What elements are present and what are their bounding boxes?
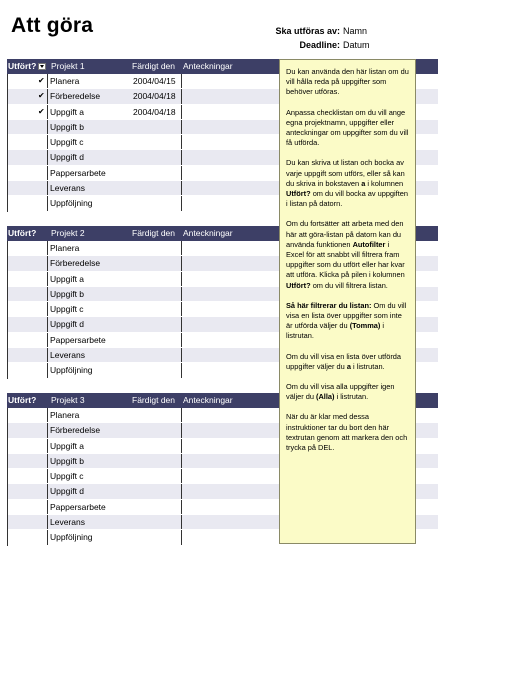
note-paragraph-5: Så här filtrerar du listan: Om du vill visa en lista över uppgifter som inte är utförda väljer du (Tomma) i listrutan. [286,300,407,341]
done-cell[interactable] [7,454,48,468]
task-name[interactable]: Uppgift a [50,273,85,284]
note-paragraph-4: Om du fortsätter att arbeta med den här att göra-listan på datorn kan du använda funktionen Autofilter i Excel för att snabbt vill filtrera fram uppgifter som du utfört eller har kvar att utföra. Klicka på pilen i kolumnen Utfört? om du vill filtrera listan. [286,219,405,290]
project-name[interactable]: Projekt 3 [51,395,85,405]
column-divider [181,363,182,377]
done-cell[interactable] [7,272,48,286]
task-name[interactable]: Uppgift b [50,121,85,132]
column-divider [181,500,182,514]
completed-date[interactable]: 2004/04/18 [133,106,176,117]
task-name[interactable]: Planera [50,410,80,420]
assignee-label: Ska utföras av: [275,26,340,36]
column-header-done: Utfört? [8,228,37,238]
task-name[interactable]: Uppgift a [50,440,85,451]
task-name[interactable]: Pappersarbete [50,501,106,512]
assignee-value[interactable]: Namn [343,26,368,36]
column-header-notes: Anteckningar [183,395,233,405]
task-name[interactable]: Förberedelse [50,425,101,436]
done-cell[interactable] [7,181,48,195]
task-name[interactable]: Uppföljning [50,198,93,209]
completed-date[interactable]: 2004/04/15 [133,76,176,86]
task-name[interactable]: Planera [50,243,80,253]
column-divider [181,317,182,331]
column-divider [181,256,182,270]
task-name[interactable]: Uppgift c [50,137,84,148]
column-divider [181,166,182,180]
column-header-date: Färdigt den [132,395,175,405]
done-cell[interactable] [7,500,48,514]
done-cell[interactable] [7,135,48,149]
task-name[interactable]: Leverans [50,517,85,528]
done-cell[interactable] [7,166,48,180]
done-cell[interactable] [7,333,48,347]
column-divider [181,150,182,164]
deadline-value[interactable]: Datum [343,40,370,50]
column-divider [181,105,182,119]
task-name[interactable]: Leverans [50,183,85,194]
done-cell[interactable] [7,484,48,498]
check-mark-icon: ✔ [38,91,45,101]
column-divider [181,454,182,468]
check-mark-icon: ✔ [38,106,45,116]
task-name[interactable]: Pappersarbete [50,334,106,345]
done-cell[interactable] [7,302,48,316]
column-header-date: Färdigt den [132,61,175,71]
column-header-date: Färdigt den [132,228,175,238]
done-cell[interactable] [7,423,48,437]
table-left-border [7,241,8,379]
column-divider [181,333,182,347]
autofilter-dropdown-icon[interactable] [38,63,46,70]
note-paragraph-3: Du kan skriva ut listan och bocka av varje uppgift som utförs, eller så kan du skriva in bokstaven a i kolumnen Utfört? om du vill bocka av uppgiften i listan på datorn. [286,158,409,209]
task-name[interactable]: Planera [50,76,80,86]
column-divider [181,181,182,195]
column-header-done: Utfört? [8,395,37,405]
task-name[interactable]: Uppgift a [50,106,85,117]
note-paragraph-6: Om du vill visa en lista över utförda uppgifter väljer du a i listrutan. [286,351,402,371]
column-divider [181,530,182,544]
done-cell[interactable] [7,196,48,210]
column-divider [181,423,182,437]
done-cell[interactable] [7,241,48,255]
table-left-border [7,74,8,212]
done-cell[interactable] [7,120,48,134]
column-header-notes: Anteckningar [183,61,233,71]
column-divider [181,439,182,453]
column-divider [181,302,182,316]
done-cell[interactable] [7,256,48,270]
column-divider [181,287,182,301]
note-paragraph-2: Anpassa checklistan om du vill ange egna projektnamn, uppgifter eller anteckningar om uppgifter som du vill få utförda. [286,107,409,148]
completed-date[interactable]: 2004/04/18 [133,91,176,102]
task-name[interactable]: Uppgift d [50,486,85,497]
column-divider [181,241,182,255]
table-left-border [7,408,8,546]
task-name[interactable]: Uppföljning [50,532,93,543]
done-cell[interactable] [7,150,48,164]
column-divider [181,196,182,210]
done-cell[interactable] [7,439,48,453]
instructions-textbox[interactable] [279,59,416,544]
task-name[interactable]: Uppgift b [50,455,85,466]
task-name[interactable]: Förberedelse [50,258,101,269]
column-divider [181,408,182,422]
column-divider [181,89,182,103]
note-paragraph-7: Om du vill visa alla uppgifter igen väljer du (Alla) i listrutan. [286,382,395,402]
done-cell[interactable] [7,363,48,377]
column-divider [181,135,182,149]
done-cell[interactable] [7,469,48,483]
task-name[interactable]: Uppgift b [50,288,85,299]
column-divider [181,272,182,286]
task-name[interactable]: Uppgift c [50,471,84,482]
column-divider [181,515,182,529]
task-name[interactable]: Uppgift d [50,152,85,163]
deadline-label: Deadline: [299,40,340,50]
done-cell[interactable] [7,317,48,331]
done-cell[interactable] [7,408,48,422]
done-cell[interactable] [7,287,48,301]
project-name[interactable]: Projekt 2 [51,228,85,238]
task-name[interactable]: Pappersarbete [50,167,106,178]
column-divider [181,484,182,498]
done-cell[interactable] [7,530,48,544]
page-title: Att göra [11,14,94,37]
note-paragraph-8: När du är klar med dessa instruktioner tar du bort den här textrutan genom att markera den och trycka på DEL. [286,412,408,453]
check-mark-icon: ✔ [38,76,45,85]
task-name[interactable]: Förberedelse [50,91,101,102]
task-name[interactable]: Leverans [50,350,85,361]
column-header-done: Utfört? [8,61,37,71]
done-cell[interactable] [7,348,48,362]
project-name[interactable]: Projekt 1 [51,61,85,71]
column-header-notes: Anteckningar [183,228,233,238]
column-divider [181,74,182,88]
column-divider [181,469,182,483]
task-name[interactable]: Uppgift c [50,304,84,315]
task-name[interactable]: Uppföljning [50,365,93,376]
done-cell[interactable] [7,515,48,529]
column-divider [181,348,182,362]
task-name[interactable]: Uppgift d [50,319,85,330]
note-paragraph-1: Du kan använda den här listan om du vill hålla reda på uppgifter som behöver utföras. [286,67,409,97]
column-divider [181,120,182,134]
